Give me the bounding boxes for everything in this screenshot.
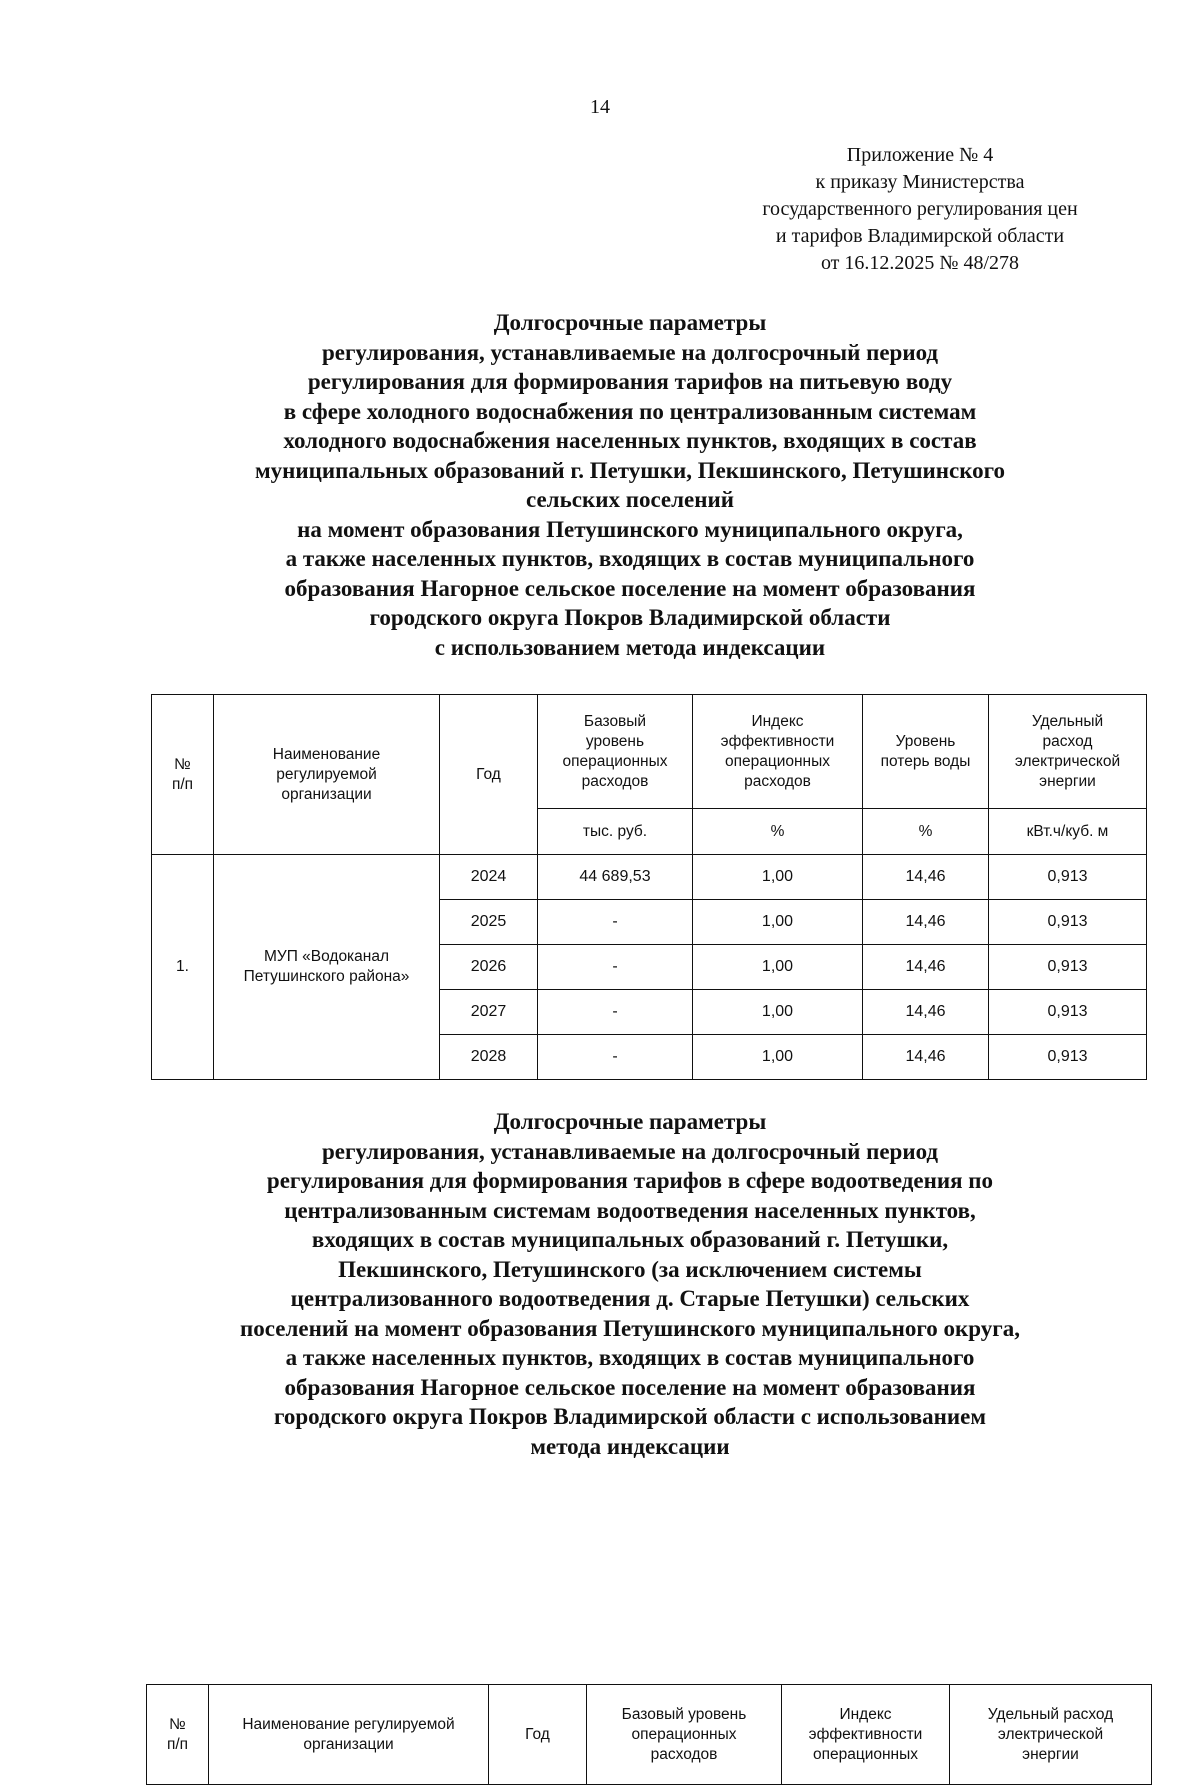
cell-base-costs: - [538, 945, 693, 990]
heading-line: образования Нагорное сельское поселение на момент образования [284, 575, 976, 601]
cell-energy-consumption: 0,913 [989, 990, 1147, 1035]
cell-energy-consumption: 0,913 [989, 1035, 1147, 1080]
heading-line: на момент образования Петушинского муниципального округа, [297, 516, 963, 542]
heading-line: городского округа Покров Владимирской области с использованием [274, 1404, 986, 1429]
header-energy-consumption: Удельный расход электрической энергии [989, 695, 1147, 809]
appendix-block [700, 142, 1140, 277]
heading-line: образования Нагорное сельское поселение на момент образования [284, 1374, 976, 1400]
cell-water-loss: 14,46 [863, 945, 989, 990]
cell-energy-consumption: 0,913 [989, 855, 1147, 900]
unit-water-loss: % [863, 809, 989, 855]
heading-line: централизованного водоотведения д. Старые Петушки) сельских [290, 1286, 970, 1311]
cell-base-costs: - [538, 990, 693, 1035]
appendix-line: от 16.12.2025 № 48/278 [820, 252, 1020, 274]
appendix-line: и тарифов Владимирской области [775, 225, 1065, 247]
heading-line: Долгосрочные параметры [493, 1109, 767, 1134]
header-efficiency-index: Индекс эффективности операционных расходов [693, 695, 863, 809]
heading-line: регулирования, устанавливаемые на долгосрочный период [321, 339, 939, 365]
heading-line: регулирования, устанавливаемые на долгосрочный период [321, 1138, 939, 1164]
cell-base-costs: - [538, 900, 693, 945]
heading-line: поселений на момент образования Петушинского муниципального округа, [240, 1315, 1020, 1341]
cell-energy-consumption: 0,913 [989, 900, 1147, 945]
header-water-loss: Уровень потерь воды [863, 695, 989, 809]
header-organization: Наименование регулируемой организации [214, 695, 440, 855]
row-number: 1. [152, 855, 214, 1080]
cell-efficiency-index: 1,00 [693, 990, 863, 1035]
heading-line: Пекшинского, Петушинского (за исключением системы [338, 1256, 922, 1282]
heading-line: входящих в состав муниципальных образований г. Петушки, [311, 1227, 949, 1252]
cell-year: 2026 [440, 945, 538, 990]
unit-energy-consumption: кВт.ч/куб. м [989, 809, 1147, 855]
heading-line: городского округа Покров Владимирской области [369, 605, 891, 630]
water-supply-parameters-table [151, 694, 1147, 1080]
cell-efficiency-index: 1,00 [693, 945, 863, 990]
cell-energy-consumption: 0,913 [989, 945, 1147, 990]
cell-water-loss: 14,46 [863, 855, 989, 900]
header-base-costs: Базовый уровень операционных расходов [538, 695, 693, 809]
header-efficiency-index: Индекс эффективности операционных [782, 1685, 950, 1785]
heading-line: а также населенных пунктов, входящих в состав муниципального [285, 546, 975, 571]
unit-base-costs: тыс. руб. [538, 809, 693, 855]
heading-line: муниципальных образований г. Петушки, Пекшинского, Петушинского [254, 457, 1006, 483]
cell-base-costs: 44 689,53 [538, 855, 693, 900]
section2-heading [150, 1107, 1110, 1461]
section1-heading [150, 308, 1110, 662]
cell-water-loss: 14,46 [863, 900, 989, 945]
cell-water-loss: 14,46 [863, 990, 989, 1035]
appendix-line: государственного регулирования цен [762, 198, 1078, 220]
organization-name: МУП «Водоканал Петушинского района» [214, 855, 440, 1080]
cell-efficiency-index: 1,00 [693, 855, 863, 900]
header-base-costs: Базовый уровень операционных расходов [587, 1685, 782, 1785]
cell-year: 2028 [440, 1035, 538, 1080]
heading-line: сельских поселений [525, 487, 735, 512]
appendix-line: к приказу Министерства [815, 171, 1025, 193]
cell-base-costs: - [538, 1035, 693, 1080]
heading-line: а также населенных пунктов, входящих в состав муниципального [285, 1345, 975, 1370]
header-year: Год [489, 1685, 587, 1785]
heading-line: регулирования для формирования тарифов в сфере водоотведения по [266, 1168, 994, 1193]
heading-line: регулирования для формирования тарифов на питьевую воду [307, 369, 953, 394]
cell-year: 2025 [440, 900, 538, 945]
cell-year: 2024 [440, 855, 538, 900]
cell-efficiency-index: 1,00 [693, 1035, 863, 1080]
unit-efficiency-index: % [693, 809, 863, 855]
heading-line: централизованным системам водоотведения населенных пунктов, [284, 1197, 976, 1223]
table-row [152, 855, 1147, 900]
cell-efficiency-index: 1,00 [693, 900, 863, 945]
page-number: 14 [590, 96, 610, 118]
heading-line: метода индексации [530, 1433, 730, 1459]
wastewater-parameters-table [146, 1684, 1152, 1785]
cell-water-loss: 14,46 [863, 1035, 989, 1080]
heading-line: Долгосрочные параметры [493, 310, 767, 335]
heading-line: в сфере холодного водоснабжения по централизованным системам [283, 398, 977, 424]
header-organization: Наименование регулируемой организации [209, 1685, 489, 1785]
heading-line: холодного водоснабжения населенных пунктов, входящих в состав [283, 428, 977, 453]
cell-year: 2027 [440, 990, 538, 1035]
heading-line: с использованием метода индексации [434, 634, 826, 660]
appendix-line: Приложение № 4 [846, 144, 994, 166]
header-num: № п/п [152, 695, 214, 855]
header-num: № п/п [147, 1685, 209, 1785]
header-energy-consumption: Удельный расход электрической энергии [950, 1685, 1152, 1785]
header-year: Год [440, 695, 538, 855]
